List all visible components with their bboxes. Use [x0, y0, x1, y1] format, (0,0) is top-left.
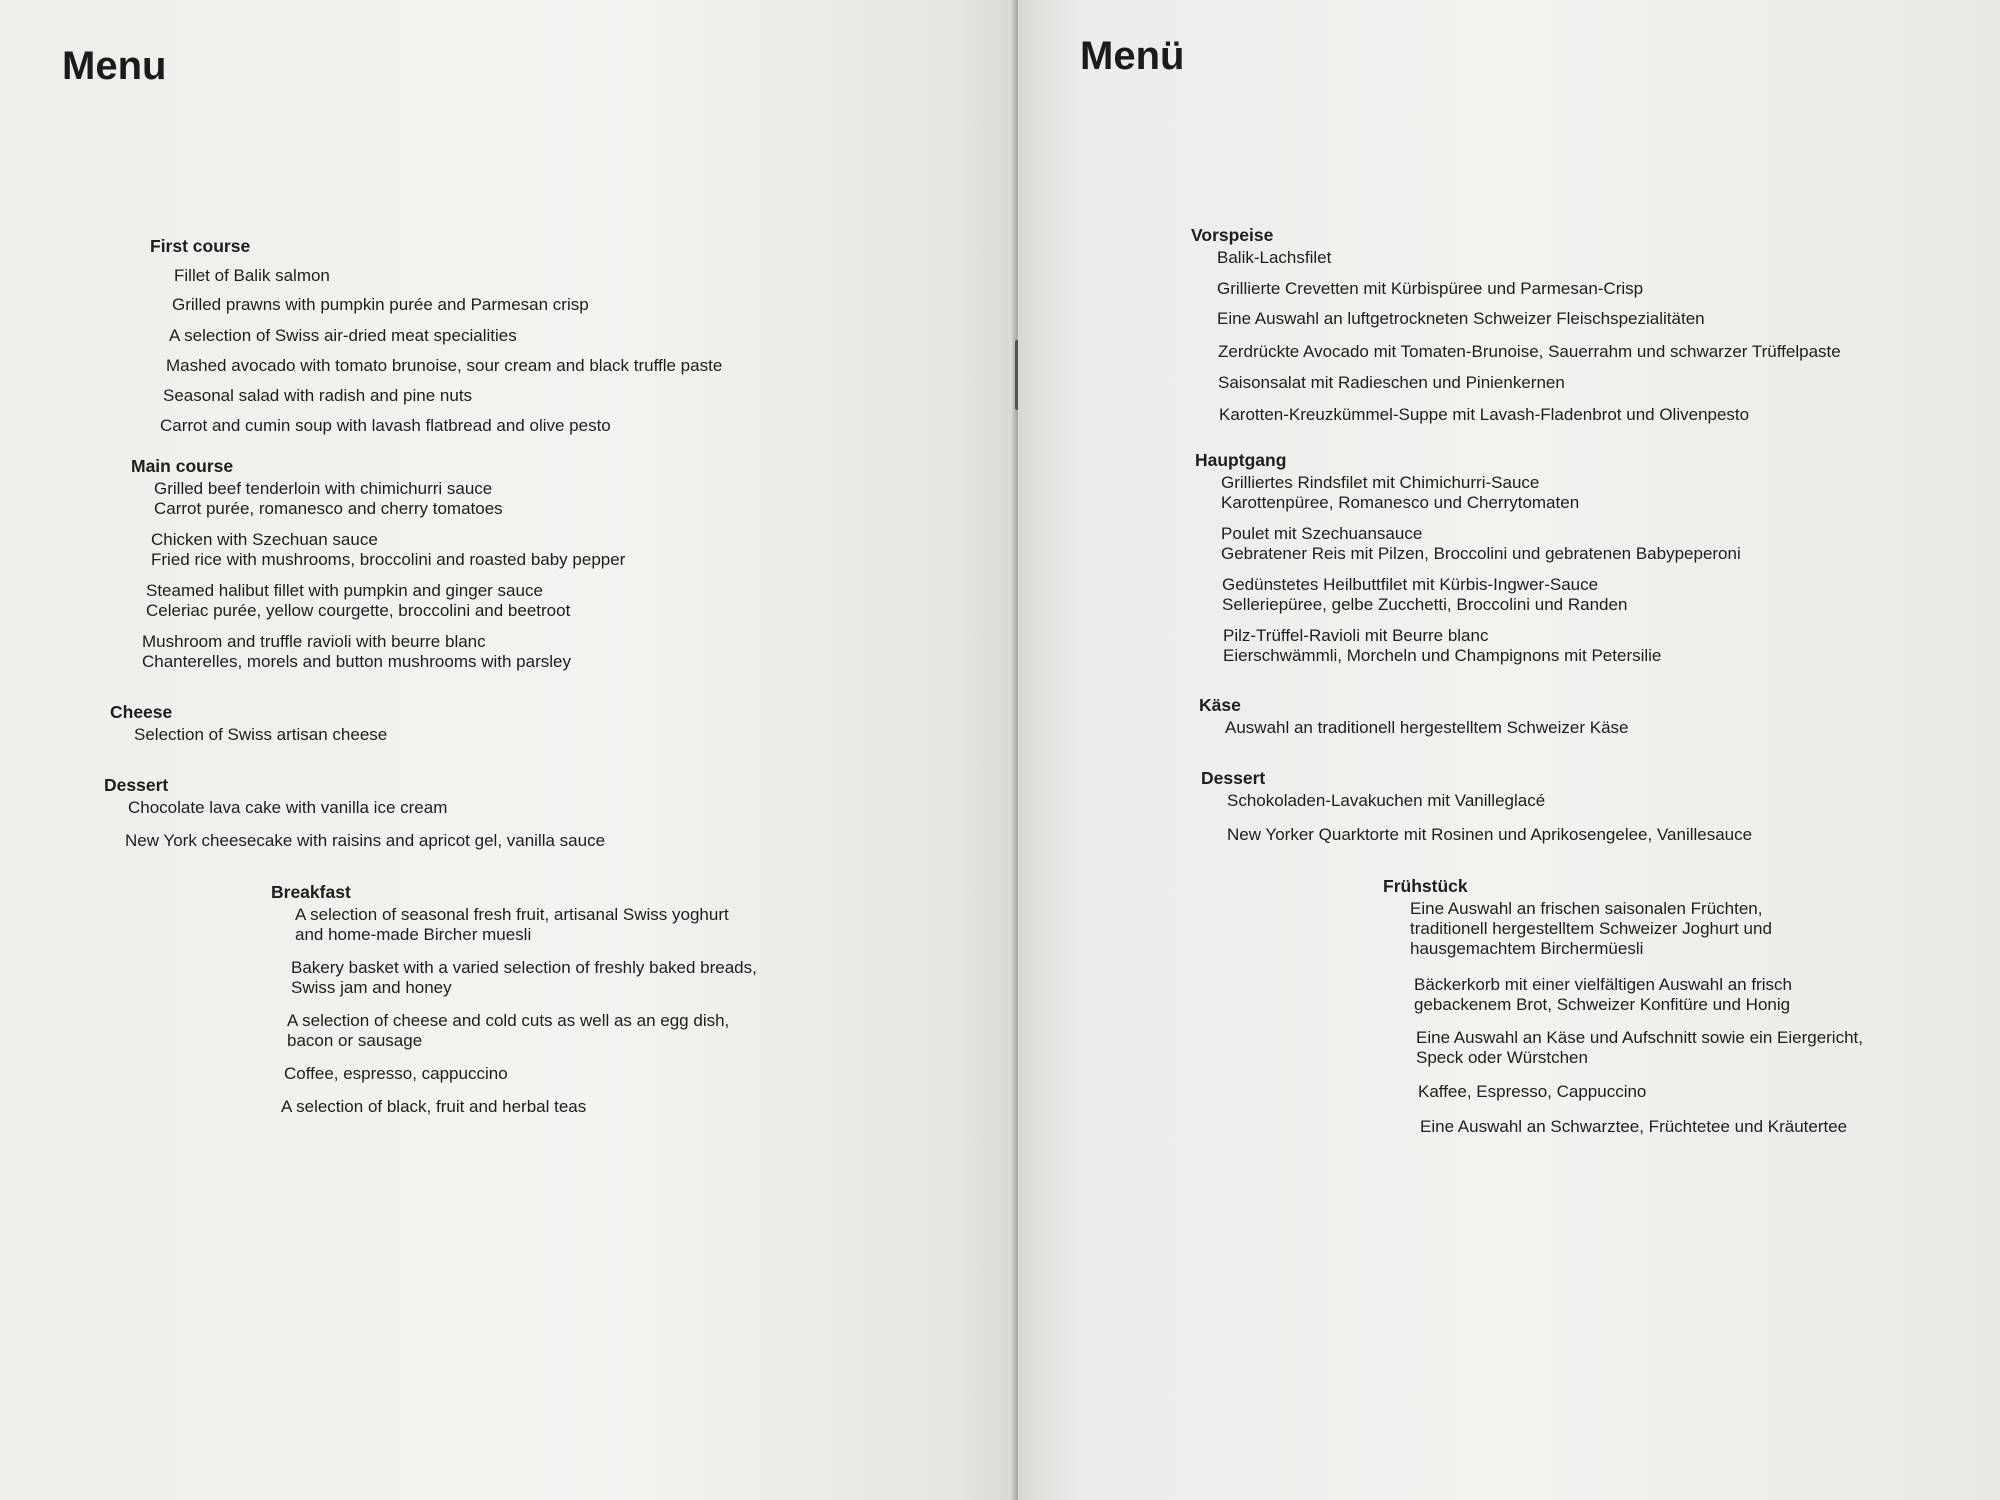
- page-title: Menu: [62, 44, 167, 88]
- menu-item: [146, 581, 625, 621]
- item-line: Speck oder Würstchen: [1416, 1048, 1588, 1067]
- menu-item: [1418, 1082, 1863, 1102]
- menu-item: [295, 905, 757, 945]
- section-kaese: [1199, 695, 1628, 738]
- item-line: hausgemachtem Birchermüesli: [1410, 939, 1644, 958]
- item-line: Coffee, espresso, cappuccino: [284, 1064, 508, 1083]
- item-line: Bäckerkorb mit einer vielfältigen Auswahl an frisch: [1414, 975, 1792, 994]
- menu-item: [1221, 524, 1741, 564]
- dish-name: Chicken with Szechuan sauce: [151, 530, 378, 549]
- section-heading: Hauptgang: [1195, 450, 1287, 470]
- item-line: Eine Auswahl an Käse und Aufschnitt sowie ein Eiergericht,: [1416, 1028, 1863, 1047]
- menu-item: New Yorker Quarktorte mit Rosinen und Aprikosengelee, Vanillesauce: [1227, 825, 1753, 844]
- item-line: bacon or sausage: [287, 1031, 423, 1050]
- menu-item: A selection of Swiss air-dried meat specialities: [169, 326, 517, 345]
- menu-item: Grilled prawns with pumpkin purée and Parmesan crisp: [172, 295, 589, 314]
- section-heading: Dessert: [104, 775, 169, 795]
- menu-item: [1222, 575, 1741, 615]
- dish-sides: Gebratener Reis mit Pilzen, Broccolini und gebratenen Babypeperoni: [1221, 544, 1741, 563]
- menu-item: [1410, 899, 1863, 959]
- menu-item: Saisonsalat mit Radieschen und Pinienkernen: [1218, 373, 1565, 392]
- section-heading: Breakfast: [271, 882, 351, 902]
- dish-name: Grilliertes Rindsfilet mit Chimichurri-Sauce: [1221, 473, 1540, 492]
- menu-item: Selection of Swiss artisan cheese: [134, 725, 388, 744]
- menu-page-german: [1018, 0, 2000, 1500]
- menu-item: [287, 1011, 757, 1051]
- dish-name: Steamed halibut fillet with pumpkin and ginger sauce: [146, 581, 543, 600]
- item-line: gebackenem Brot, Schweizer Konfitüre und Honig: [1414, 995, 1791, 1014]
- item-line: A selection of seasonal fresh fruit, artisanal Swiss yoghurt: [295, 905, 729, 924]
- section-cheese: [110, 702, 387, 745]
- section-heading: Vorspeise: [1191, 225, 1274, 245]
- menu-item: [1223, 626, 1741, 666]
- section-heading: Cheese: [110, 702, 173, 722]
- section-dessert: [1201, 768, 1752, 845]
- menu-item: Mashed avocado with tomato brunoise, sour cream and black truffle paste: [166, 356, 723, 375]
- item-line: A selection of black, fruit and herbal teas: [281, 1097, 587, 1116]
- dish-name: Mushroom and truffle ravioli with beurre blanc: [142, 632, 486, 651]
- dish-sides: Eierschwämmli, Morcheln und Champignons mit Petersilie: [1223, 646, 1662, 665]
- dish-sides: Selleriepüree, gelbe Zucchetti, Broccolini und Randen: [1222, 595, 1628, 614]
- page-title: Menü: [1080, 34, 1185, 78]
- section-heading: Frühstück: [1383, 876, 1468, 896]
- section-fruehstueck: [1383, 876, 1863, 1137]
- section-heading: Dessert: [1201, 768, 1266, 788]
- dish-sides: Chanterelles, morels and button mushrooms with parsley: [142, 652, 571, 671]
- menu-item: [284, 1064, 757, 1084]
- item-line: Swiss jam and honey: [291, 978, 452, 997]
- item-line: Eine Auswahl an Schwarztee, Früchtetee und Kräutertee: [1420, 1117, 1848, 1136]
- menu-item: Auswahl an traditionell hergestelltem Schweizer Käse: [1225, 718, 1629, 737]
- section-hauptgang: [1195, 450, 1741, 666]
- menu-item: [151, 530, 625, 570]
- dish-sides: Fried rice with mushrooms, broccolini and roasted baby pepper: [151, 550, 626, 569]
- section-first-course: [150, 236, 722, 436]
- menu-item: [1414, 975, 1863, 1015]
- section-heading: Main course: [131, 456, 234, 476]
- menu-item: Karotten-Kreuzkümmel-Suppe mit Lavash-Fladenbrot und Olivenpesto: [1219, 405, 1750, 424]
- item-line: Bakery basket with a varied selection of freshly baked breads,: [291, 958, 757, 977]
- dish-name: Gedünstetes Heilbuttfilet mit Kürbis-Ingwer-Sauce: [1222, 575, 1599, 594]
- menu-item: New York cheesecake with raisins and apricot gel, vanilla sauce: [125, 831, 606, 850]
- item-line: Kaffee, Espresso, Cappuccino: [1418, 1082, 1647, 1101]
- menu-item: Chocolate lava cake with vanilla ice cream: [128, 798, 448, 817]
- dish-name: Poulet mit Szechuansauce: [1221, 524, 1423, 543]
- menu-item: Eine Auswahl an luftgetrockneten Schweizer Fleischspezialitäten: [1217, 309, 1705, 328]
- menu-item: Seasonal salad with radish and pine nuts: [163, 386, 473, 405]
- section-heading: Käse: [1199, 695, 1241, 715]
- menu-item: [281, 1097, 757, 1117]
- section-dessert: [104, 775, 605, 851]
- item-line: and home-made Bircher muesli: [295, 925, 532, 944]
- section-vorspeise: [1191, 225, 1841, 425]
- menu-item: [1221, 473, 1741, 513]
- item-line: Eine Auswahl an frischen saisonalen Früchten,: [1410, 899, 1763, 918]
- menu-item: [142, 632, 625, 672]
- menu-item: Zerdrückte Avocado mit Tomaten-Brunoise, Sauerrahm und schwarzer Trüffelpaste: [1218, 342, 1841, 361]
- section-breakfast: [271, 882, 757, 1117]
- menu-item: Balik-Lachsfilet: [1217, 248, 1332, 267]
- section-heading: First course: [150, 236, 251, 256]
- menu-item: Fillet of Balik salmon: [174, 266, 330, 285]
- dish-name: Grilled beef tenderloin with chimichurri sauce: [154, 479, 493, 498]
- item-line: A selection of cheese and cold cuts as well as an egg dish,: [287, 1011, 730, 1030]
- menu-item: Carrot and cumin soup with lavash flatbread and olive pesto: [160, 416, 611, 435]
- item-line: traditionell hergestelltem Schweizer Joghurt und: [1410, 919, 1772, 938]
- menu-item: [291, 958, 757, 998]
- section-main-course: [131, 456, 625, 672]
- menu-item: [154, 479, 625, 519]
- dish-name: Pilz-Trüffel-Ravioli mit Beurre blanc: [1223, 626, 1489, 645]
- menu-item: [1420, 1117, 1863, 1137]
- menu-item: Schokoladen-Lavakuchen mit Vanilleglacé: [1227, 791, 1546, 810]
- menu-item: [1416, 1028, 1863, 1068]
- dish-sides: Celeriac purée, yellow courgette, broccolini and beetroot: [146, 601, 571, 620]
- dish-sides: Carrot purée, romanesco and cherry tomatoes: [154, 499, 503, 518]
- dish-sides: Karottenpüree, Romanesco und Cherrytomaten: [1221, 493, 1580, 512]
- menu-item: Grillierte Crevetten mit Kürbispüree und Parmesan-Crisp: [1217, 279, 1644, 298]
